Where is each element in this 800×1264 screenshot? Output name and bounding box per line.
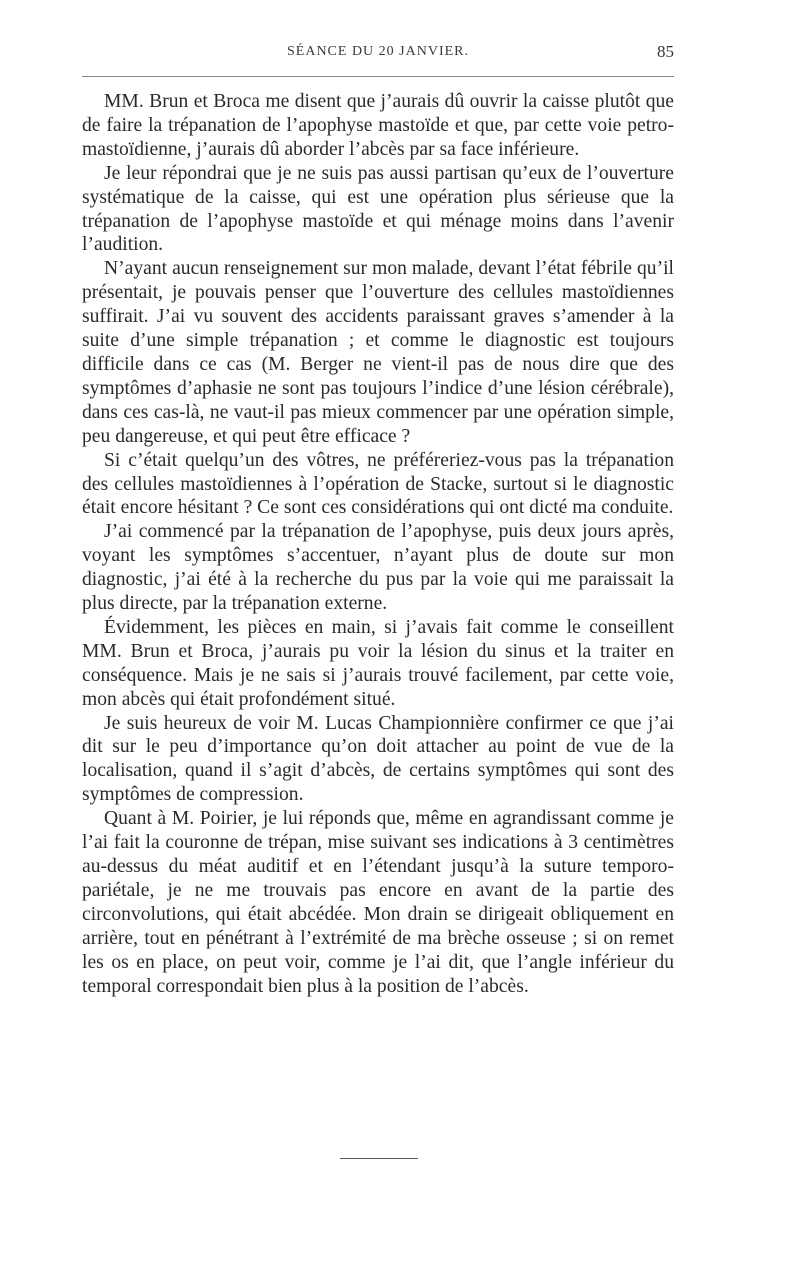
header-rule [82, 76, 674, 77]
paragraph: Si c’était quelqu’un des vôtres, ne préféreriez-vous pas la trépanation des cellules mastoïdiennes à l’opération de Stacke, surtout si le diagnostic était encore hésitant ? Ce sont ces considérations qui ont dicté ma conduite. [82, 449, 674, 519]
running-title: SÉANCE DU 20 JANVIER. [287, 44, 469, 59]
paragraph: Quant à M. Poirier, je lui réponds que, même en agrandissant comme je l’ai fait la couronne de trépan, mise suivant ses indications à 3 centimètres au-dessus du méat auditif et en l’étendant jusqu’à la suture temporo-pariétale, je ne me trouvais pas encore en avant de la partie des circonvolutions, qui était abcédée. Mon drain se dirigeait obliquement en arrière, tout en pénétrant à l’extrémité de ma brèche osseuse ; si on remet les os en place, on peut voir, comme je l’ai dit, que l’angle inférieur du temporal correspondait bien plus à la position de l’abcès. [82, 808, 674, 997]
running-head [82, 44, 674, 68]
paragraph: Je leur répondrai que je ne suis pas aussi partisan qu’eux de l’ouverture systématique de la caisse, qui est une opération plus sérieuse que la trépanation de l’apophyse mastoïde et qui ménage moins dans l’avenir l’audition. [82, 162, 674, 256]
paragraph: J’ai commencé par la trépanation de l’apophyse, puis deux jours après, voyant les symptômes s’accentuer, n’ayant plus de doute sur mon diagnostic, j’ai été à la recherche du pus par la voie qui me paraissait la plus directe, par la trépanation externe. [82, 521, 674, 615]
paragraph: Je suis heureux de voir M. Lucas Championnière confirmer ce que j’ai dit sur le peu d’importance qu’on doit attacher au point de vue de la localisation, quand il s’agit d’abcès, de certains symptômes qui sont des symptômes de compression. [82, 712, 674, 806]
page-number: 85 [657, 42, 674, 61]
paragraph: MM. Brun et Broca me disent que j’aurais dû ouvrir la caisse plutôt que de faire la trépanation de l’apophyse mastoïde et que, par cette voie petro-mastoïdienne, j’aurais dû aborder l’abcès par sa face inférieure. [82, 91, 674, 160]
paragraph: N’ayant aucun renseignement sur mon malade, devant l’état fébrile qu’il présentait, je pouvais penser que l’ouverture des cellules mastoïdiennes suffirait. J’ai vu souvent des accidents paraissant graves s’amender à la suite d’une simple trépanation ; et comme le diagnostic est toujours difficile dans ce cas (M. Berger ne vient-il pas de nous dire que des symptômes d’aphasie ne sont pas toujours l’indice d’une lésion cérébrale), dans ces cas-là, ne vaut-il pas mieux commencer par une opération simple, peu dangereuse, et qui peut être efficace ? [82, 258, 674, 447]
end-rule [340, 1158, 418, 1159]
body-text [82, 90, 674, 998]
paragraph: Évidemment, les pièces en main, si j’avais fait comme le conseillent MM. Brun et Broca, j’aurais pu voir la lésion du sinus et la traiter en conséquence. Mais je ne sais si j’aurais trouvé facilement, par cette voie, mon abcès qui était profondément situé. [82, 616, 674, 710]
